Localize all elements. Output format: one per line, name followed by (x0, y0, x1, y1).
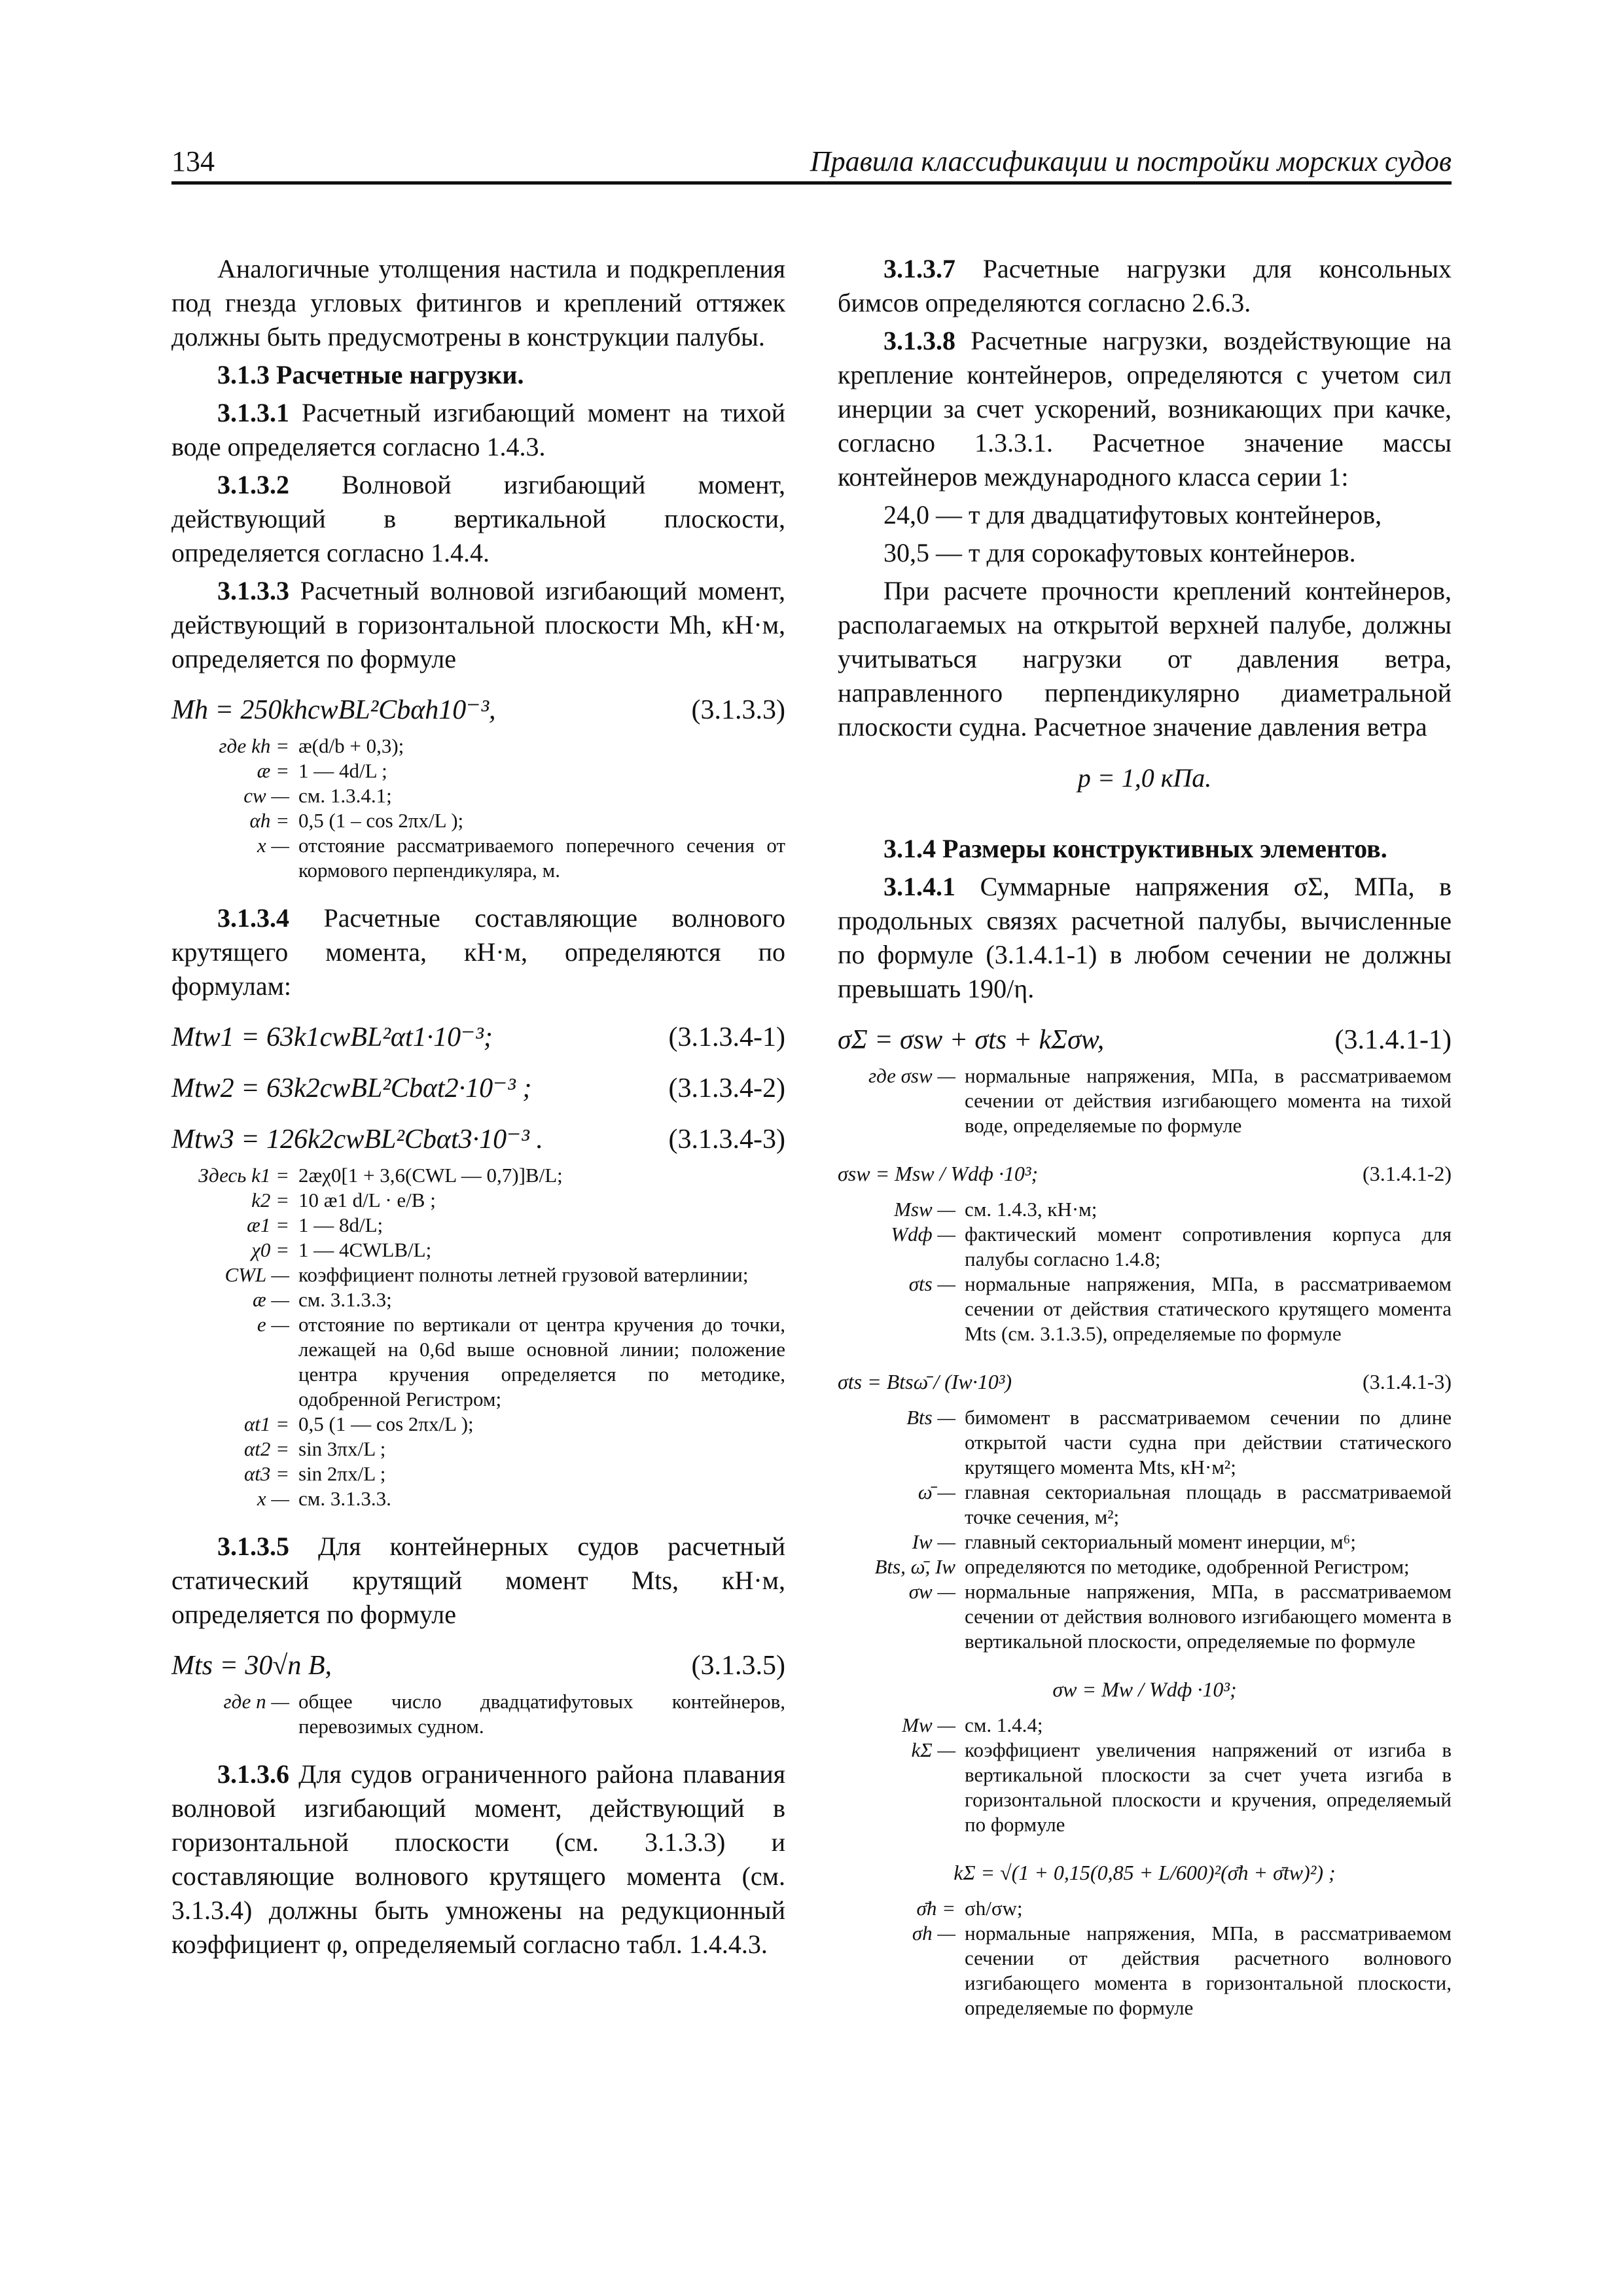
note-definition: 0,5 (1 – cos 2πx/L ); (298, 809, 464, 832)
note-row (838, 1064, 1452, 1138)
paragraph: Аналогичные утолщения настила и подкрепления под гнезда угловых фитингов и креплений оттяжек должны быть предусмотрены в конструкции палубы. (171, 254, 785, 351)
note-symbol: x — (257, 834, 289, 857)
note-definition: главный секториальный момент инерции, м⁶; (965, 1530, 1356, 1553)
paragraph (171, 468, 785, 570)
formula (171, 1020, 785, 1054)
note-row (171, 759, 785, 783)
note-definition: отстояние рассматриваемого поперечного сечения от кормового перпендикуляра, м. (298, 834, 785, 882)
note-row (838, 1579, 1452, 1654)
clause-number: 3.1.3.2 (217, 470, 289, 499)
clause-text: Суммарные напряжения σΣ, МПа, в продольных связях расчетной палубы, вычисленные по формуле (3.1.4.1-1) в любом сечении не должны превышать 190/η. (838, 872, 1452, 1003)
note-definition: нормальные напряжения, МПа, в рассматриваемом сечении от действия волнового изгибающего момента в вертикальной плоскости, определяемые по формуле (965, 1580, 1452, 1653)
mass-line: 24,0 — т для двадцатифутовых контейнеров, (883, 500, 1382, 529)
note-row (171, 1437, 785, 1462)
note-symbol: αt2 = (243, 1437, 289, 1460)
clause-number: 3.1.4.1 (883, 872, 955, 901)
page-header (171, 141, 1452, 185)
note-row (838, 1530, 1452, 1554)
formula-expression: Mtw1 = 63k1cwBL²αt1·10⁻³; (171, 1022, 493, 1052)
clause-number: 3.1.3.6 (217, 1759, 289, 1789)
note-definition: нормальные напряжения, МПа, в рассматриваемом сечении от действия изгибающего момента на тихой воде, определяемые по формуле (965, 1064, 1452, 1137)
formula-expression: σsw = Msw / Wdф ·10³; (838, 1162, 1039, 1185)
note-symbol: σh — (912, 1922, 955, 1945)
note-symbol: σ̄h = (916, 1897, 955, 1920)
clause-number: 3.1.3.5 (217, 1532, 289, 1561)
formula-expression: Mtw3 = 126k2cwBL²Cbαt3·10⁻³ . (171, 1124, 543, 1155)
note-definition: 1 — 4d/L ; (298, 759, 387, 782)
notes-n5 (838, 1197, 1452, 1346)
paragraph: При расчете прочности креплений контейнеров, располагаемых на открытой верхней палубе, должны учитываться нагрузки от давления ветра, направленного перпендикулярно диаметральной плоскости судна. Расчетное значение давления ветра (838, 576, 1452, 742)
clause-text: Для судов ограниченного района плавания волновой изгибающий момент, действующий в горизонтальной плоскости (см. 3.1.3.3) и составляющие волнового крутящего момента (см. 3.1.3.4) должны быть умножены на редукционный коэффициент φ, определяемый согласно табл. 1.4.4.3. (171, 1759, 786, 1959)
note-row (171, 833, 785, 883)
paragraph (171, 1530, 785, 1632)
note-definition: бимомент в рассматриваемом сечении по длине открытой части судна при действии статического крутящего момента Mts, кН·м²; (965, 1406, 1452, 1479)
notes-n2 (171, 1163, 785, 1511)
formula-number: (3.1.3.4-2) (668, 1073, 785, 1103)
note-symbol: kΣ — (911, 1738, 955, 1761)
note-definition: 1 — 4CWLB/L; (298, 1238, 432, 1261)
clause-text: Расчетные составляющие волнового крутящего момента, кН·м, определяются по формулам: (171, 903, 786, 1001)
clause-text: Расчетные нагрузки, воздействующие на крепление контейнеров, определяются с учетом сил инерции за счет ускорений, возникающих при качке, согласно 1.3.3.1. Расчетное значение массы контейнеров международного класса серии 1: (838, 326, 1452, 492)
note-symbol: Здесь k1 = (198, 1164, 289, 1187)
note-definition: sin 2πx/L ; (298, 1462, 386, 1485)
note-definition: нормальные напряжения, МПа, в рассматриваемом сечении от действия статического крутящего момента Mts (см. 3.1.3.5), определяемые по формуле (965, 1272, 1452, 1345)
note-row (171, 1312, 785, 1412)
note-row (171, 1287, 785, 1312)
clause-text: Расчетный волновой изгибающий момент, действующий в горизонтальной плоскости Mh, кН·м, определяется по формуле (171, 576, 785, 673)
note-definition: см. 3.1.3.3. (298, 1487, 391, 1510)
note-symbol: σw — (908, 1580, 955, 1603)
note-definition: 0,5 (1 — cos 2πx/L ); (298, 1412, 474, 1435)
note-row (838, 1713, 1452, 1738)
note-symbol: CWL — (224, 1263, 289, 1286)
note-symbol: αt1 = (243, 1412, 289, 1435)
paragraph (838, 324, 1452, 494)
note-definition: см. 1.4.4; (965, 1713, 1043, 1736)
wind-pressure-formula: p = 1,0 кПа. (1077, 763, 1212, 793)
note-symbol: Bts — (906, 1406, 955, 1429)
note-definition: определяются по методике, одобренной Регистром; (965, 1555, 1410, 1578)
note-row (838, 1405, 1452, 1480)
note-symbol: Iw — (912, 1530, 955, 1553)
formula-expression: σΣ = σsw + σts + kΣσw, (838, 1025, 1105, 1055)
formula (171, 1122, 785, 1157)
note-definition: sin 3πx/L ; (298, 1437, 386, 1460)
clause-text: Расчетные нагрузки для консольных бимсов определяются согласно 2.6.3. (838, 254, 1452, 317)
left-column (171, 252, 785, 1965)
formula-k-sigma: kΣ = √(1 + 0,15(0,85 + L/600)²(σ̄h + σ̄tw)²) ; (954, 1861, 1336, 1884)
note-symbol: где kh = (219, 734, 289, 757)
notes-n4 (838, 1064, 1452, 1138)
formula-number: (3.1.4.1-3) (1363, 1370, 1452, 1393)
note-row (171, 1163, 785, 1188)
section-heading: 3.1.3 Расчетные нагрузки. (217, 360, 524, 389)
right-column (838, 252, 1452, 2039)
mass-line: 30,5 — т для сорокафутовых контейнеров. (883, 538, 1356, 567)
section-heading: 3.1.4 Размеры конструктивных элементов. (883, 834, 1387, 863)
note-symbol: Mw — (902, 1713, 955, 1736)
note-definition: фактический момент сопротивления корпуса для палубы согласно 1.4.8; (965, 1223, 1452, 1270)
formula-expression: Mtw2 = 63k2cwBL²Cbαt2·10⁻³ ; (171, 1073, 532, 1103)
note-definition: æ(d/b + 0,3); (298, 734, 404, 757)
note-symbol: σts — (908, 1272, 955, 1295)
formula (171, 1071, 785, 1105)
paragraph (171, 1757, 785, 1962)
formula-sigma-w: σw = Mw / Wdф ·10³; (1052, 1677, 1237, 1701)
note-row (171, 1213, 785, 1238)
formula (838, 1365, 1452, 1399)
formula (171, 693, 785, 727)
note-symbol: χ0 = (251, 1238, 289, 1261)
note-row (838, 1222, 1452, 1272)
formula-expression: σts = Btsω̄ / (Iw·10³) (838, 1370, 1012, 1393)
notes-n3 (171, 1689, 785, 1739)
note-row (838, 1738, 1452, 1837)
clause-number: 3.1.3.3 (217, 576, 289, 605)
paragraph (838, 252, 1452, 320)
notes-n8 (838, 1896, 1452, 2020)
notes-n1 (171, 734, 785, 883)
note-definition: см. 1.4.3, кН·м; (965, 1198, 1097, 1221)
note-row (838, 1480, 1452, 1530)
note-symbol: Bts, ω̄, Iw (874, 1555, 955, 1578)
note-symbol: Wdф — (891, 1223, 955, 1246)
note-symbol: αt3 = (243, 1462, 289, 1485)
notes-n6 (838, 1405, 1452, 1654)
paragraph (838, 870, 1452, 1006)
note-symbol: k2 = (251, 1189, 289, 1211)
clause-number: 3.1.3.4 (217, 903, 289, 933)
note-symbol: æ1 = (247, 1213, 289, 1236)
paragraph (171, 396, 785, 464)
clause-text: Для контейнерных судов расчетный статический крутящий момент Mts, кН·м, определяется по формуле (171, 1532, 786, 1629)
note-symbol: e — (257, 1313, 289, 1336)
note-definition: 1 — 8d/L; (298, 1213, 383, 1236)
note-row (171, 1263, 785, 1287)
note-row (171, 734, 785, 759)
note-row (171, 1486, 785, 1511)
formula-number: (3.1.4.1-1) (1334, 1025, 1452, 1055)
clause-text: Расчетный изгибающий момент на тихой воде определяется согласно 1.4.3. (171, 398, 786, 461)
note-row (171, 1689, 785, 1739)
note-row (838, 1272, 1452, 1346)
paragraph (171, 901, 785, 1003)
clause-text: Волновой изгибающий момент, действующий в вертикальной плоскости, определяется согласно 1.4.4. (171, 470, 786, 567)
note-definition: коэффициент увеличения напряжений от изгиба в вертикальной плоскости за счет учета изгиба в горизонтальной плоскости и кручения, определяемый по формуле (965, 1738, 1452, 1836)
paragraph (171, 574, 785, 676)
note-definition: см. 1.3.4.1; (298, 784, 392, 807)
note-symbol: cw — (243, 784, 289, 807)
formula-number: (3.1.3.5) (691, 1651, 785, 1681)
formula-number: (3.1.3.4-1) (668, 1022, 785, 1052)
note-definition: 10 æ1 d/L · e/B ; (298, 1189, 436, 1211)
note-definition: см. 3.1.3.3; (298, 1288, 392, 1311)
note-definition: коэффициент полноты летней грузовой ватерлинии; (298, 1263, 749, 1286)
clause-number: 3.1.3.8 (883, 326, 955, 355)
formula (838, 1023, 1452, 1057)
note-row (838, 1554, 1452, 1579)
page-number: 134 (171, 145, 215, 177)
note-definition: нормальные напряжения, МПа, в рассматриваемом сечении от действия расчетного волнового изгибающего момента в горизонтальной плоскости, определяемые по формуле (965, 1922, 1452, 2019)
note-definition: общее число двадцатифутовых контейнеров, перевозимых судном. (298, 1690, 785, 1738)
clause-number: 3.1.3.1 (217, 398, 289, 427)
formula-expression: Mts = 30√n B, (171, 1651, 332, 1681)
note-row (171, 1462, 785, 1486)
note-definition: главная секториальная площадь в рассматриваемой точке сечения, м²; (965, 1480, 1452, 1528)
notes-n7 (838, 1713, 1452, 1837)
formula-number: (3.1.3.3) (691, 695, 785, 725)
note-row (838, 1921, 1452, 2020)
note-row (171, 1412, 785, 1437)
note-definition: отстояние по вертикали от центра кручения до точки, лежащей на 0,6d выше основной линии; положение центра кручения определяется по методике, одобренной Регистром; (298, 1313, 785, 1410)
formula-expression: Mh = 250khcwBL²Cbαh10⁻³, (171, 695, 496, 725)
note-symbol: æ = (257, 759, 289, 782)
note-row (171, 783, 785, 808)
note-symbol: где σsw — (868, 1064, 955, 1087)
note-symbol: αh = (249, 809, 289, 832)
note-row (171, 808, 785, 833)
note-symbol: x — (257, 1487, 289, 1510)
note-definition: σh/σw; (965, 1897, 1023, 1920)
note-row (171, 1238, 785, 1263)
formula (171, 1649, 785, 1683)
running-title: Правила классификации и постройки морских судов (810, 145, 1452, 177)
note-row (171, 1188, 785, 1213)
note-symbol: где n — (223, 1690, 289, 1713)
formula-number: (3.1.4.1-2) (1363, 1162, 1452, 1185)
formula (838, 1157, 1452, 1191)
note-symbol: ω̄ — (918, 1480, 955, 1503)
clause-number: 3.1.3.7 (883, 254, 955, 283)
formula-number: (3.1.3.4-3) (668, 1124, 785, 1155)
note-symbol: æ — (253, 1288, 289, 1311)
note-row (838, 1896, 1452, 1921)
note-definition: 2æχ0[1 + 3,6(CWL — 0,7)]B/L; (298, 1164, 563, 1187)
note-row (838, 1197, 1452, 1222)
note-symbol: Msw — (894, 1198, 955, 1221)
